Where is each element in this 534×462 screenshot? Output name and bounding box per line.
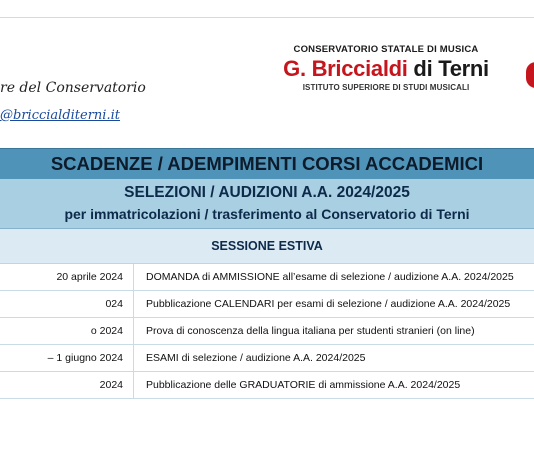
page-title: SCADENZE / ADEMPIMENTI CORSI ACCADEMICI — [0, 148, 534, 180]
brand-name-part2: di Terni — [407, 56, 489, 81]
conservatorio-logo — [256, 44, 516, 92]
subtitle-block — [0, 179, 534, 229]
header-left-email-link[interactable]: @briccialditerni.it — [0, 108, 120, 123]
session-heading: SESSIONE ESTIVA — [0, 229, 534, 264]
subtitle-line2: per immatricolazioni / trasferimento al Conservatorio di Terni — [64, 206, 470, 222]
row-date-text: o 2024 — [90, 325, 123, 337]
row-date — [0, 264, 134, 291]
top-divider — [0, 17, 534, 18]
row-date — [0, 291, 134, 318]
header-left-line1: re del Conservatorio — [0, 80, 146, 96]
brand-top-text: CONSERVATORIO STATALE DI MUSICA — [293, 44, 479, 55]
table-row — [0, 264, 534, 291]
logo-mark-icon — [526, 62, 534, 88]
table-row — [0, 345, 534, 372]
row-description: ESAMI di selezione / audizione A.A. 2024/2025 — [134, 345, 534, 372]
row-date-text: 024 — [105, 298, 123, 310]
row-date-text: – 1 giugno 2024 — [47, 352, 123, 364]
deadlines-table — [0, 264, 534, 399]
row-date — [0, 372, 134, 399]
row-date-text: 20 aprile 2024 — [56, 271, 123, 283]
row-description: Pubblicazione delle GRADUATORIE di ammissione A.A. 2024/2025 — [134, 372, 534, 399]
row-date — [0, 345, 134, 372]
row-description: Prova di conoscenza della lingua italiana per studenti stranieri (on line) — [134, 318, 534, 345]
row-description: DOMANDA di AMMISSIONE all’esame di selezione / audizione A.A. 2024/2025 — [134, 264, 534, 291]
brand-subtitle: ISTITUTO SUPERIORE DI STUDI MUSICALI — [302, 83, 470, 92]
table-row — [0, 291, 534, 318]
row-description: Pubblicazione CALENDARI per esami di selezione / audizione A.A. 2024/2025 — [134, 291, 534, 318]
brand-name — [256, 56, 516, 82]
subtitle-line1: SELEZIONI / AUDIZIONI A.A. 2024/2025 — [124, 184, 410, 201]
table-row — [0, 318, 534, 345]
table-row — [0, 372, 534, 399]
row-date — [0, 318, 134, 345]
row-date-text: 2024 — [99, 379, 123, 391]
brand-name-part1: G. Briccialdi — [283, 56, 408, 81]
